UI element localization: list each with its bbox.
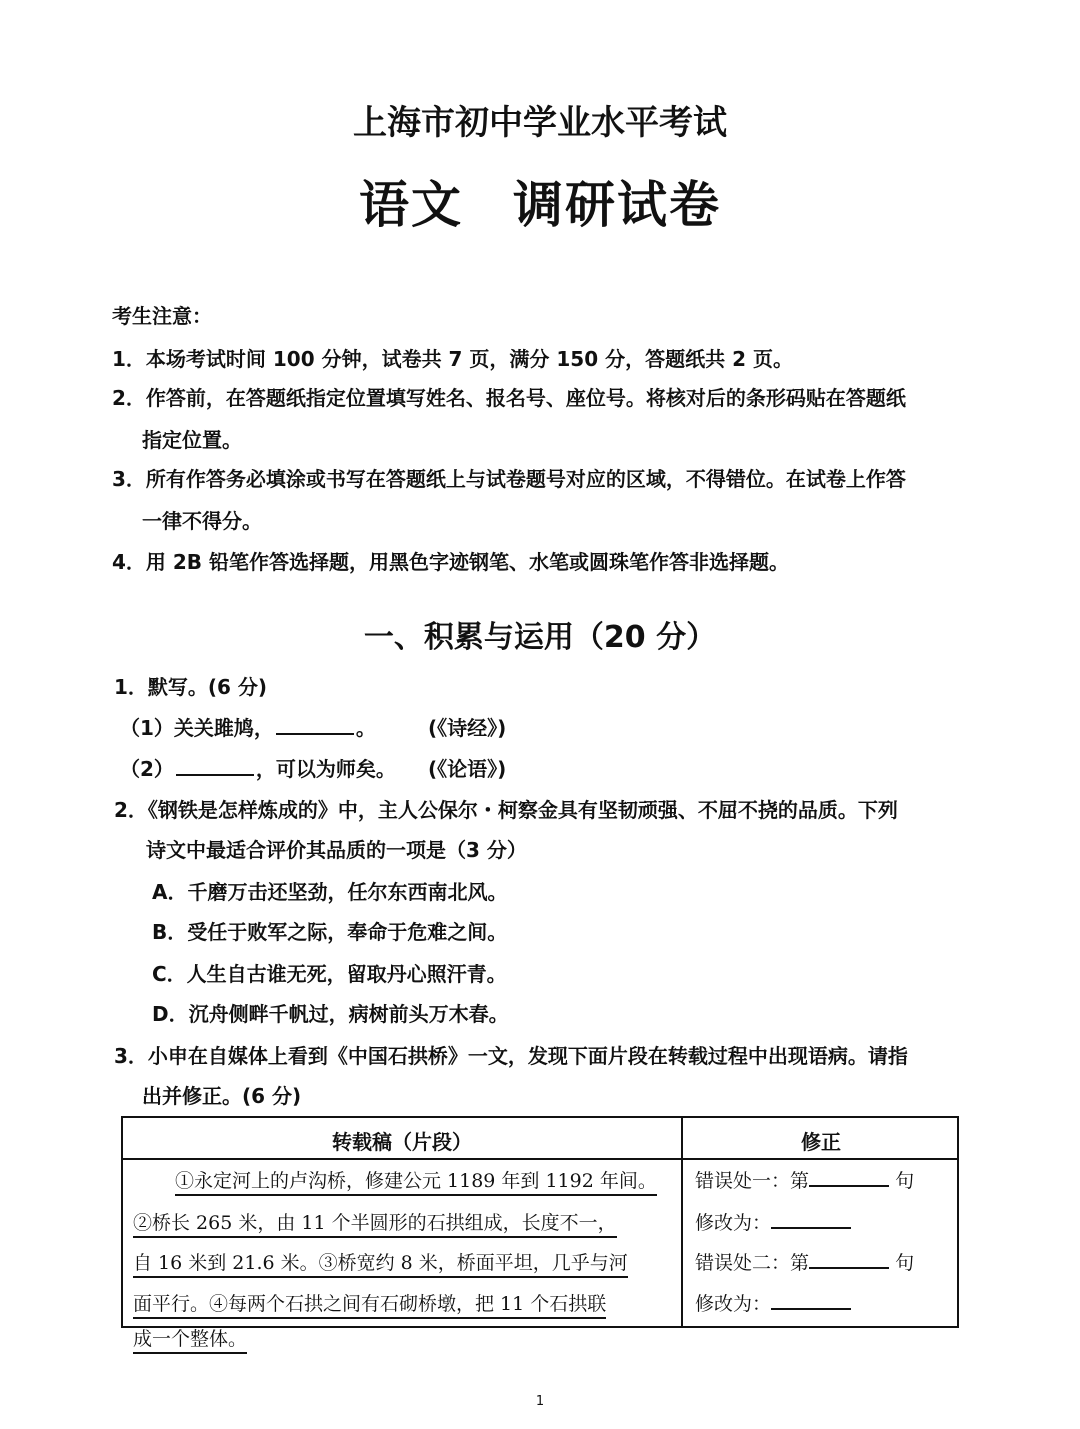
question-1-part-2	[120, 753, 396, 782]
subject-label: 语文	[359, 175, 463, 234]
q1-part2-num: （2）	[120, 757, 174, 781]
paper-subtitle	[0, 165, 1080, 237]
q1-part1-end: 。	[355, 716, 376, 740]
error-2-row: 错误处二：第 句	[695, 1248, 914, 1275]
notice-heading: 考生注意：	[112, 304, 212, 328]
answer-blank[interactable]	[809, 1249, 889, 1269]
answer-blank[interactable]	[176, 754, 254, 776]
notice-item: 3．所有作答务必填涂或书写在答题纸上与试卷题号对应的区域，不得错位。在试卷上作答	[112, 467, 906, 491]
question-1-stem: 1．默写。(6 分)	[114, 675, 268, 699]
section-title: 一、积累与运用（20 分）	[363, 620, 717, 655]
q1-part2-source: (《论语》)	[428, 757, 507, 781]
passage-line: 自 16 米到 21.6 米。③桥宽约 8 米，桥面平坦，几乎与河	[133, 1248, 628, 1275]
notice-item: 1．本场考试时间 100 分钟，试卷共 7 页，满分 150 分，答题纸共 2 页。	[112, 347, 793, 371]
option-a: A．千磨万击还坚劲，任尔东西南北风。	[152, 880, 508, 904]
answer-blank[interactable]	[771, 1290, 851, 1310]
table-header-passage: 转载稿（片段）	[332, 1130, 472, 1154]
notice-item: 4．用 2B 铅笔作答选择题，用黑色字迹钢笔、水笔或圆珠笔作答非选择题。	[112, 550, 790, 574]
passage-line: ②桥长 265 米，由 11 个半圆形的石拱组成，长度不一，	[133, 1208, 617, 1235]
error-1-row: 错误处一：第 句	[695, 1166, 914, 1193]
fix-2-row: 修改为：	[695, 1289, 851, 1316]
passage-line: 成一个整体。	[133, 1324, 247, 1351]
table-header-correction: 修正	[801, 1130, 841, 1154]
answer-blank[interactable]	[771, 1209, 851, 1229]
fix-1-row: 修改为：	[695, 1208, 851, 1235]
notice-item: 一律不得分。	[142, 509, 262, 533]
question-3-stem-cont: 出并修正。(6 分)	[142, 1084, 302, 1108]
answer-blank[interactable]	[809, 1167, 889, 1187]
paper-type-label: 调研试卷	[513, 175, 721, 234]
q1-part1-text: （1）关关雎鸠，	[120, 716, 274, 740]
question-1-part-1	[120, 712, 376, 741]
correction-table	[121, 1116, 959, 1350]
passage-line: ①永定河上的卢沟桥，修建公元 1189 年到 1192 年间。	[175, 1166, 657, 1193]
q1-part1-source: (《诗经》)	[428, 716, 507, 740]
answer-blank[interactable]	[276, 713, 354, 735]
notice-item: 指定位置。	[142, 428, 242, 452]
q1-part2-end: ，可以为师矣。	[255, 757, 396, 781]
question-2-stem-cont: 诗文中最适合评价其品质的一项是（3 分）	[146, 838, 527, 862]
notice-item: 2．作答前，在答题纸指定位置填写姓名、报名号、座位号。将核对后的条形码贴在答题纸	[112, 386, 906, 410]
question-2-stem: 2．《钢铁是怎样炼成的》中，主人公保尔・柯察金具有坚韧顽强、不屈不挠的品质。下列	[114, 798, 898, 822]
question-3-stem: 3．小申在自媒体上看到《中国石拱桥》一文，发现下面片段在转载过程中出现语病。请指	[114, 1044, 908, 1068]
option-c: C．人生自古谁无死，留取丹心照汗青。	[152, 962, 507, 986]
option-d: D．沉舟侧畔千帆过，病树前头万木春。	[152, 1002, 509, 1026]
table-divider	[123, 1158, 957, 1160]
passage-line: 面平行。④每两个石拱之间有石砌桥墩，把 11 个石拱联	[133, 1289, 606, 1316]
option-b: B．受任于败军之际，奉命于危难之间。	[152, 920, 508, 944]
page-number: 1	[535, 1394, 545, 1409]
exam-title: 上海市初中学业水平考试	[353, 103, 727, 143]
